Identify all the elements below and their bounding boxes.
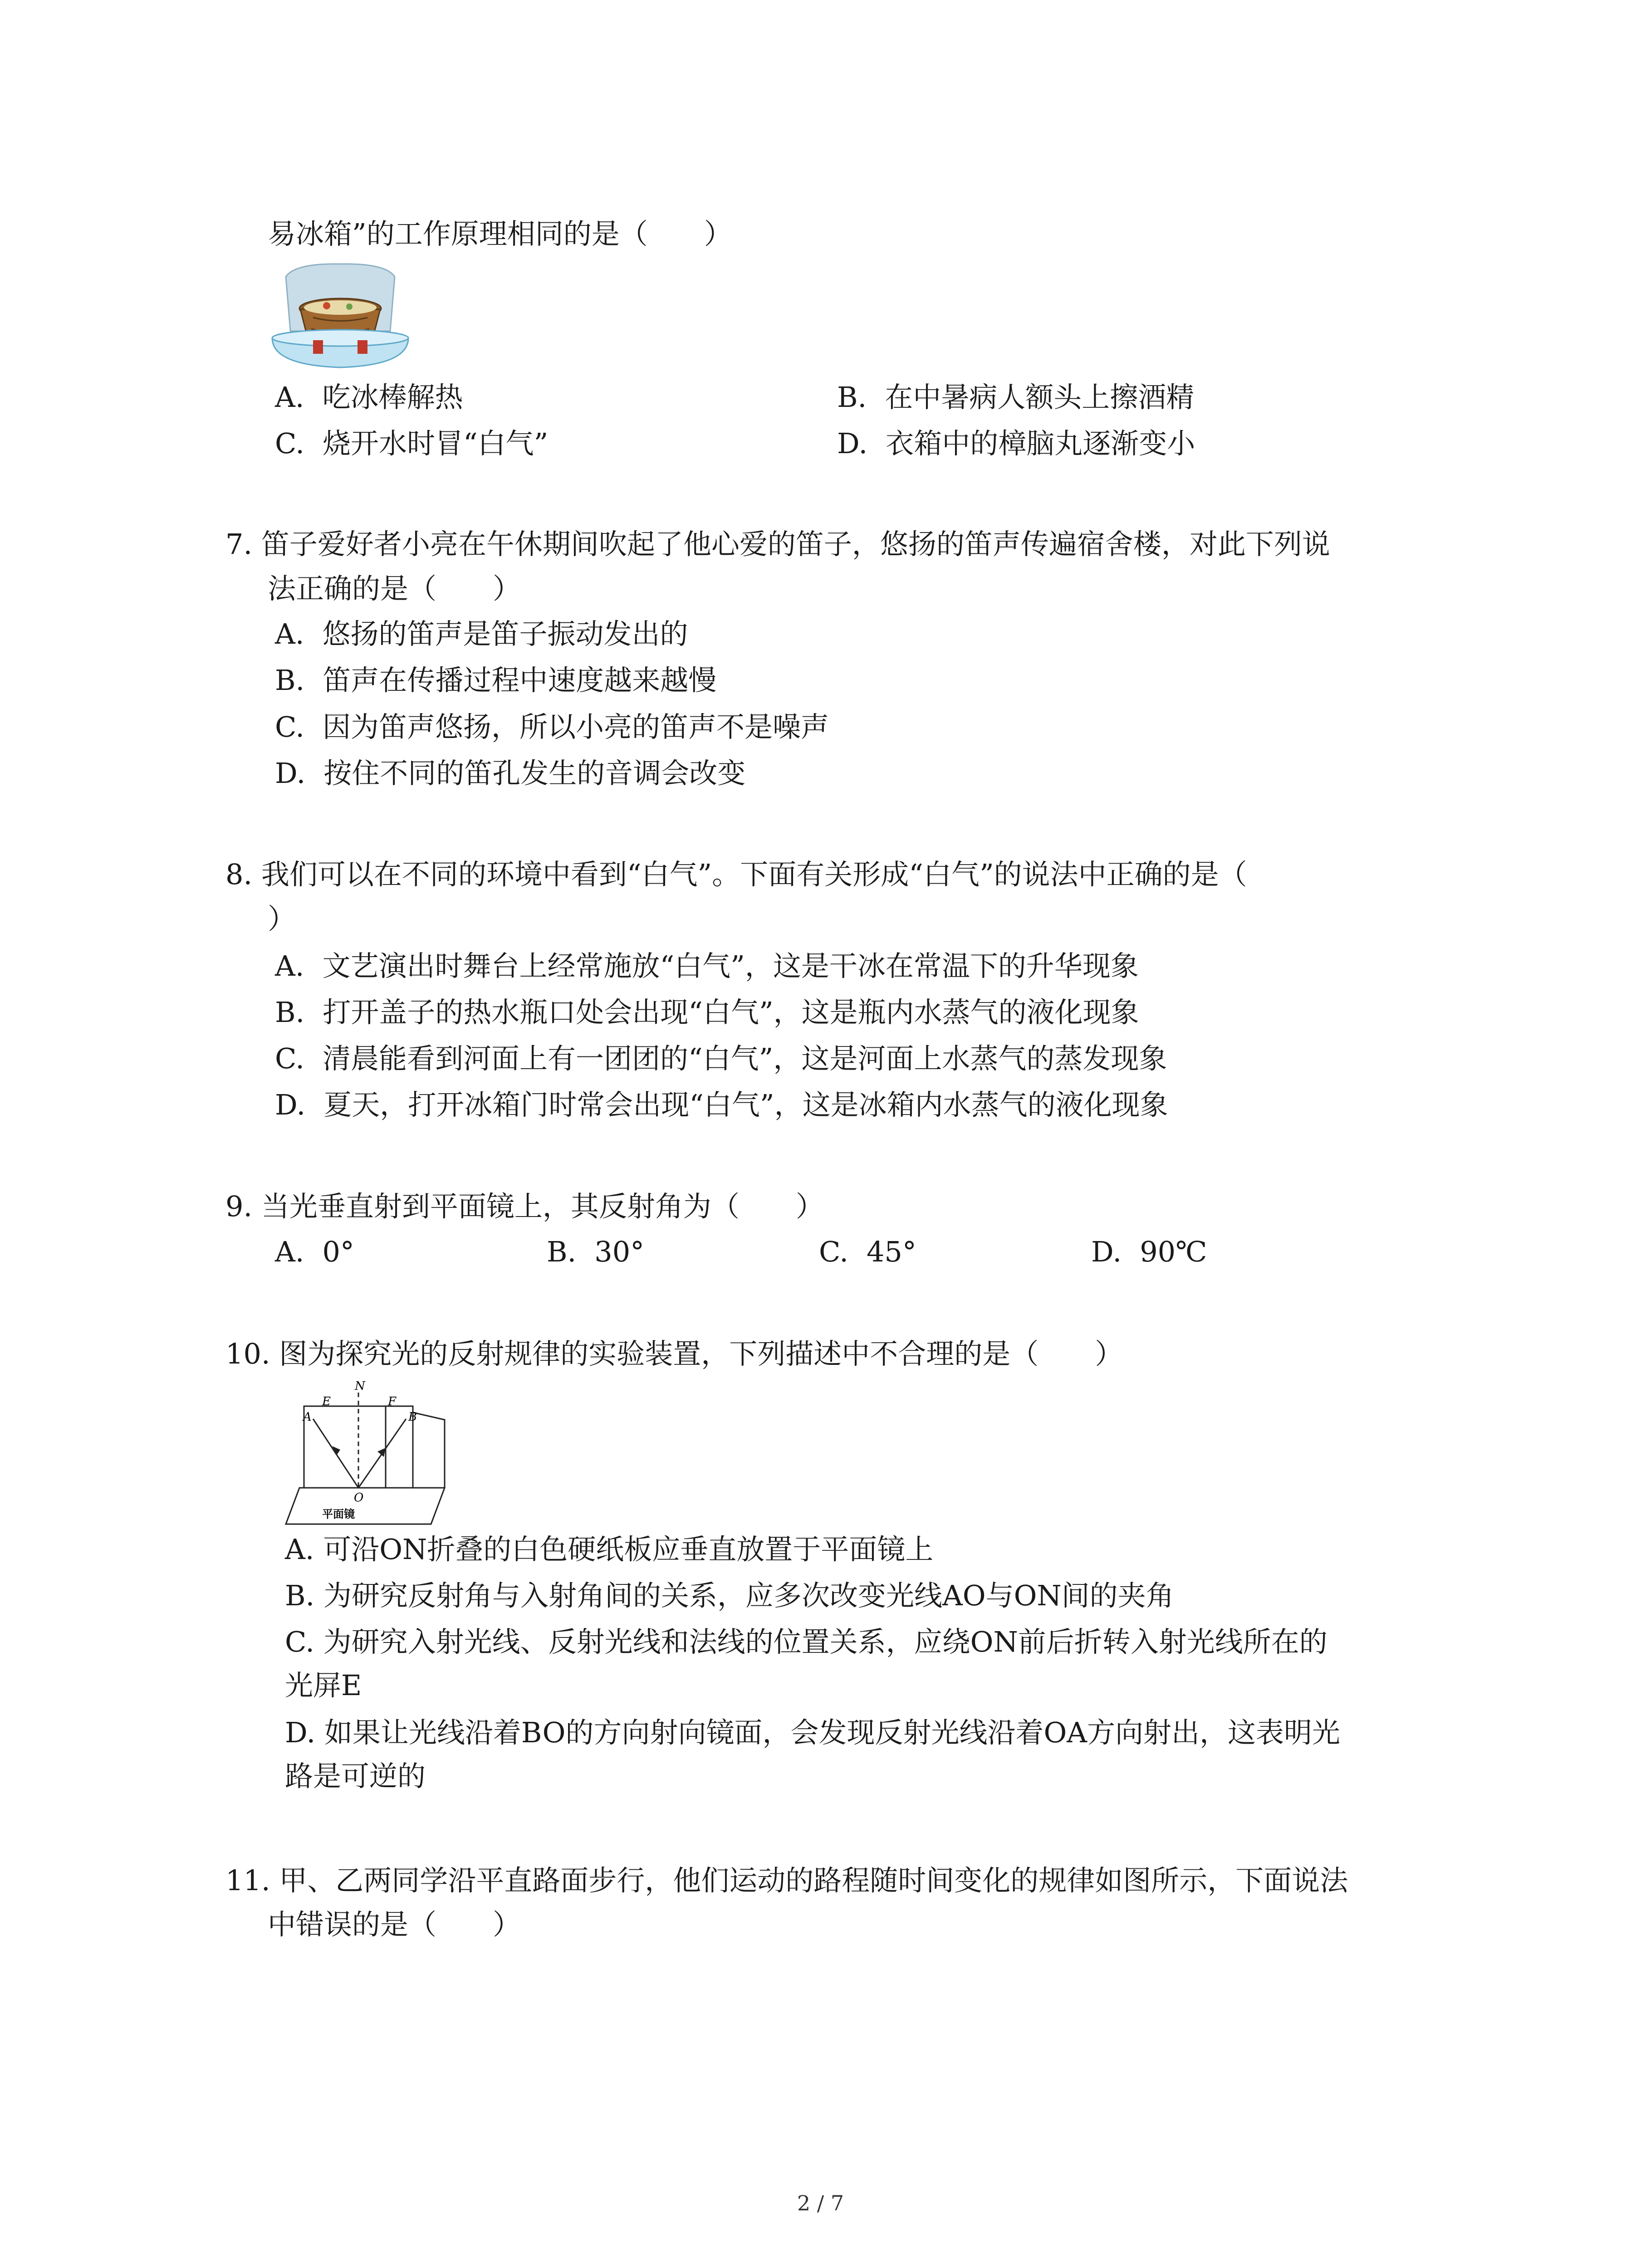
q7-option-b: B. 笛声在传播过程中速度越来越慢 (275, 664, 717, 697)
label-o: O (354, 1491, 364, 1505)
label-n: N (355, 1379, 365, 1393)
label-a: A (303, 1410, 312, 1424)
q10-option-a: A. 可沿ON折叠的白色硬纸板应垂直放置于平面镜上 (285, 1533, 934, 1566)
q8-stem-line1: 8. 我们可以在不同的环境中看到“白气”。下面有关形成“白气”的说法中正确的是（ (225, 858, 1247, 891)
label-b: B (408, 1410, 417, 1424)
food (304, 300, 377, 315)
q7-option-c: C. 因为笛声悠扬，所以小亮的笛声不是噪声 (275, 710, 829, 743)
simple-fridge-illustration (268, 259, 413, 372)
q10-option-d-line1: D. 如果让光线沿着BO的方向射向镜面，会发现反射光线沿着OA方向射出，这表明光 (285, 1716, 1341, 1749)
q9-option-b: B. 30° (547, 1235, 645, 1268)
q11-stem-line1: 11. 甲、乙两同学沿平直路面步行，他们运动的路程随时间变化的规律如图所示，下面说法 (225, 1864, 1348, 1897)
q11-stem-line2: 中错误的是（ ） (268, 1908, 521, 1941)
q8-option-d: D. 夏天，打开冰箱门时常会出现“白气”，这是冰箱内水蒸气的液化现象 (275, 1088, 1168, 1121)
mirror-caption: 平面镜 (322, 1507, 355, 1520)
label-f: F (388, 1395, 397, 1408)
q7-option-a: A. 悠扬的笛声是笛子振动发出的 (275, 617, 688, 650)
q10-option-b: B. 为研究反射角与入射角间的关系，应多次改变光线AO与ON间的夹角 (285, 1579, 1174, 1612)
q10-option-d-line2: 路是可逆的 (285, 1760, 426, 1793)
q8-option-c: C. 清晨能看到河面上有一团团的“白气”，这是河面上水蒸气的蒸发现象 (275, 1042, 1167, 1075)
q6-option-a: A. 吃冰棒解热 (275, 381, 463, 414)
q9-option-c: C. 45° (819, 1235, 916, 1268)
q7-option-d: D. 按住不同的笛孔发生的音调会改变 (275, 757, 746, 790)
q9-option-a: A. 0° (275, 1235, 354, 1268)
q10-stem: 10. 图为探究光的反射规律的实验装置，下列描述中不合理的是（ ） (225, 1337, 1123, 1370)
q9-stem: 9. 当光垂直射到平面镜上，其反射角为（ ） (225, 1190, 824, 1223)
q9-option-d: D. 90℃ (1091, 1235, 1207, 1268)
q8-option-a: A. 文艺演出时舞台上经常施放“白气”，这是干冰在常温下的升华现象 (275, 949, 1139, 982)
q10-option-c-line2: 光屏E (285, 1669, 362, 1702)
q6-stem-tail: 易冰箱”的工作原理相同的是（ ） (268, 217, 732, 250)
q6-option-d: D. 衣箱中的樟脑丸逐渐变小 (837, 427, 1195, 460)
q8-option-b: B. 打开盖子的热水瓶口处会出现“白气”，这是瓶内水蒸气的液化现象 (275, 996, 1139, 1029)
q7-stem-line2: 法正确的是（ ） (268, 572, 521, 605)
reflection-apparatus-figure (281, 1379, 454, 1529)
q6-option-c: C. 烧开水时冒“白气” (275, 427, 549, 460)
q7-stem-line1: 7. 笛子爱好者小亮在午休期间吹起了他心爱的笛子，悠扬的笛声传遍宿舍楼，对此下列说 (225, 528, 1330, 561)
page-number: 2 / 7 (797, 2191, 844, 2215)
q8-stem-line2: ） (268, 902, 296, 935)
q10-option-c-line1: C. 为研究入射光线、反射光线和法线的位置关系，应绕ON前后折转入射光线所在的 (285, 1625, 1327, 1658)
mirror-plane (286, 1488, 445, 1524)
screen-e-panel (304, 1406, 386, 1488)
label-e: E (322, 1395, 331, 1408)
q6-option-b: B. 在中暑病人额头上擦酒精 (837, 381, 1195, 414)
